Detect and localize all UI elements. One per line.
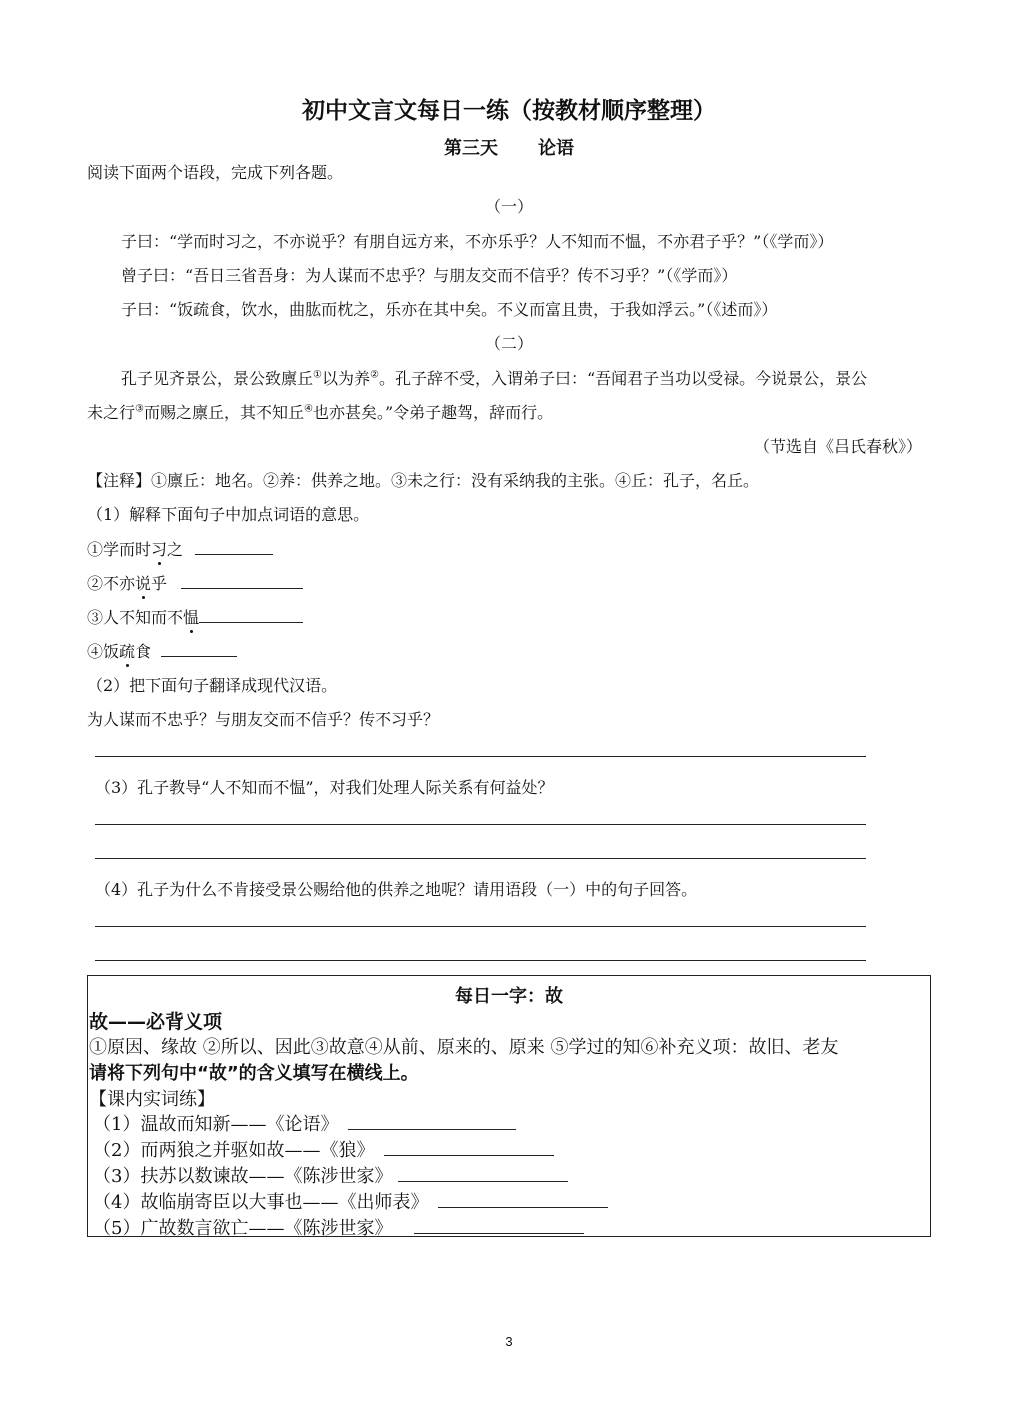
daily-char-heading: 故——必背义项 <box>89 1011 223 1033</box>
answer-blank[interactable] <box>414 1217 584 1234</box>
q2-prompt: （2）把下面句子翻译成现代汉语。 <box>87 676 338 695</box>
footnote-1: ① <box>313 369 322 381</box>
q4-answer-line-1[interactable] <box>95 926 866 927</box>
practice-item-4: （4）故临崩寄臣以大事也——《出师表》 <box>93 1188 608 1214</box>
answer-blank[interactable] <box>438 1191 608 1208</box>
section2-paragraph-line-2: 未之行③而赐之廪丘，其不知丘④也亦甚矣。”令弟子趣驾，辞而行。 <box>87 403 554 422</box>
footnote-2: ② <box>370 369 379 381</box>
q1-item-2: ②不亦说乎 <box>87 571 303 594</box>
answer-blank[interactable] <box>195 538 273 555</box>
notes: 【注释】①廪丘：地名。②养：供养之地。③未之行：没有采纳我的主张。④丘：孔子，名丘。 <box>87 471 760 490</box>
page-title: 初中文言文每日一练（按教材顺序整理） <box>302 98 716 124</box>
q1-item-1: ①学而时习之 <box>87 537 273 560</box>
answer-blank[interactable] <box>199 606 303 623</box>
section1-label: （一） <box>484 197 533 216</box>
q3-prompt: （3）孔子教导“人不知而不愠”，对我们处理人际关系有何益处？ <box>95 778 554 797</box>
answer-blank[interactable] <box>398 1165 568 1182</box>
practice-item-5: （5）广故数言欲亡——《陈涉世家》 <box>93 1214 584 1240</box>
q3-answer-line-2[interactable] <box>95 858 866 859</box>
daily-char-task: 请将下列句中“故”的含义填写在横线上。 <box>89 1063 419 1084</box>
q4-answer-line-2[interactable] <box>95 960 866 961</box>
section2-paragraph-line-1: 孔子见齐景公，景公致廪丘①以为养②。孔子辞不受，入谓弟子曰：“吾闻君子当功以受禄。今说景公，景公 <box>121 369 868 388</box>
lesson-subtitle <box>0 134 1018 160</box>
practice-label: 【课内实词练】 <box>89 1089 215 1110</box>
daily-character-box <box>87 975 931 1237</box>
q1-item-4: ④饭疏食 <box>87 639 237 662</box>
practice-item-1: （1）温故而知新——《论语》 <box>93 1110 516 1136</box>
daily-char-title: 每日一字：故 <box>455 986 563 1007</box>
practice-item-3: （3）扶苏以数谏故——《陈涉世家》 <box>93 1162 568 1188</box>
section2-label: （二） <box>484 334 533 353</box>
q3-answer-line-1[interactable] <box>95 824 866 825</box>
q1-prompt: （1）解释下面句子中加点词语的意思。 <box>87 505 370 524</box>
day-label: 第三天 <box>444 138 498 159</box>
answer-blank[interactable] <box>181 572 303 589</box>
source-citation: （节选自《吕氏春秋》） <box>753 437 922 456</box>
page-number: 3 <box>505 1334 513 1349</box>
footnote-3: ③ <box>135 403 144 415</box>
q4-prompt: （4）孔子为什么不肯接受景公赐给他的供养之地呢？请用语段（一）中的句子回答。 <box>95 880 698 899</box>
practice-item-2: （2）而两狼之并驱如故——《狼》 <box>93 1136 554 1162</box>
section1-line-2: 曾子曰：“吾日三省吾身：为人谋而不忠乎？与朋友交而不信乎？传不习乎？”（《学而》） <box>121 266 738 285</box>
section1-line-3: 子曰：“饭疏食，饮水，曲肱而枕之，乐亦在其中矣。不义而富且贵，于我如浮云。”（《述而》） <box>121 300 778 319</box>
section1-line-1: 子曰：“学而时习之，不亦说乎？有朋自远方来，不亦乐乎？人不知而不愠，不亦君子乎？”（《学而》） <box>121 232 834 251</box>
instruction: 阅读下面两个语段，完成下列各题。 <box>87 163 344 182</box>
topic-label: 论语 <box>538 138 574 159</box>
answer-blank[interactable] <box>348 1113 516 1130</box>
answer-blank[interactable] <box>161 640 237 657</box>
q2-answer-line[interactable] <box>95 756 866 757</box>
q2-sentence: 为人谋而不忠乎？与朋友交而不信乎？传不习乎？ <box>87 710 440 729</box>
daily-char-meanings: ①原因、缘故 ②所以、因此③故意④从前、原来的、原来 ⑤学过的知⑥补充义项：故旧、老友 <box>89 1037 839 1058</box>
q1-item-3: ③人不知而不愠 <box>87 605 303 628</box>
answer-blank[interactable] <box>384 1139 554 1156</box>
footnote-4: ④ <box>304 403 313 415</box>
